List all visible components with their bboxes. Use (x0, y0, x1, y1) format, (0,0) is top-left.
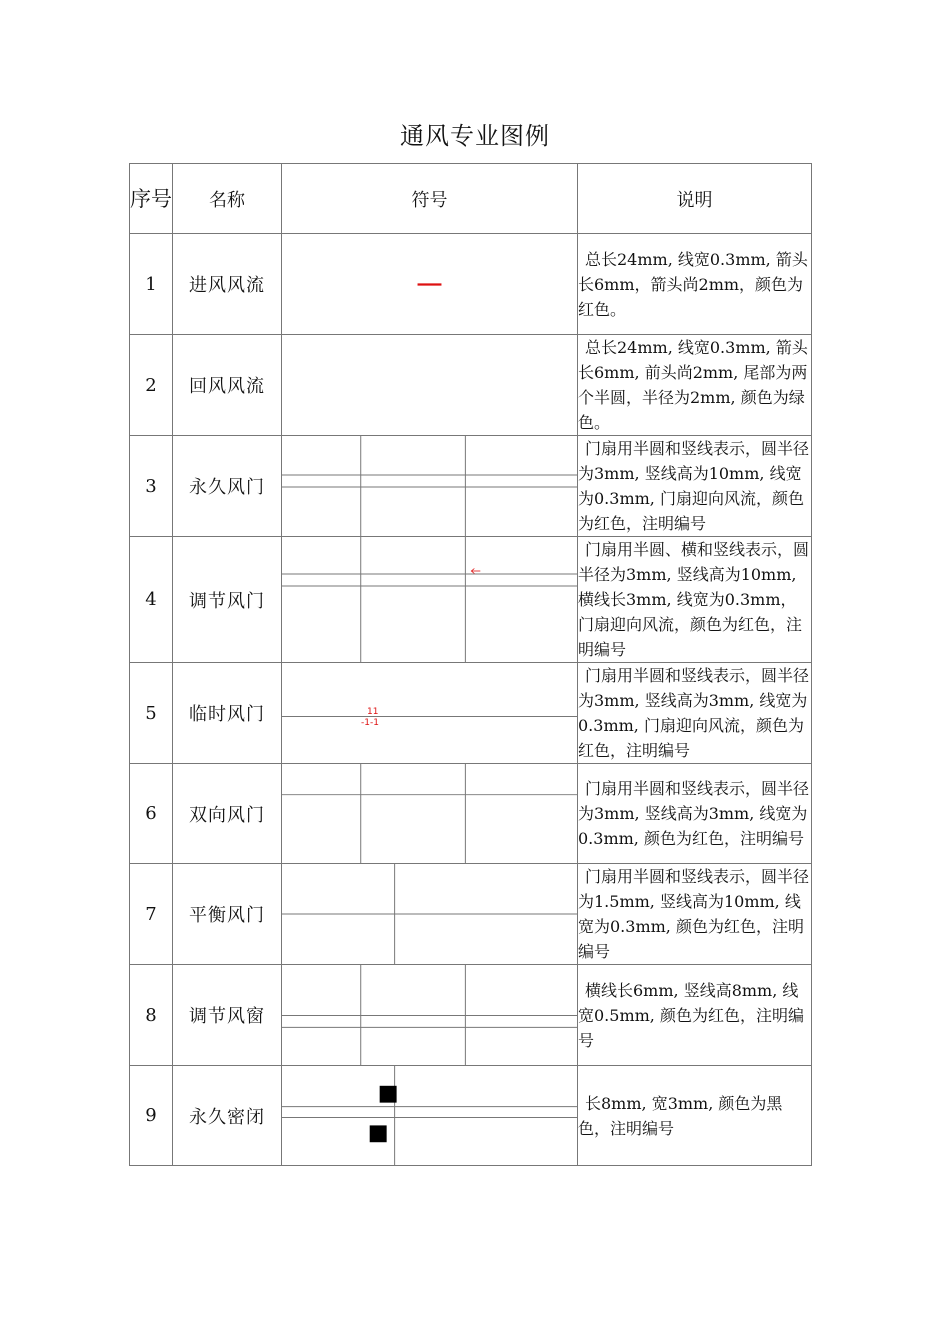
symbol-cell (282, 764, 578, 864)
row-number: 3 (130, 436, 173, 537)
table-row (130, 1066, 812, 1166)
table-row (130, 537, 812, 663)
row-number: 9 (130, 1066, 173, 1166)
table-row (130, 965, 812, 1066)
row-name: 进风风流 (173, 234, 282, 335)
row-number: 2 (130, 335, 173, 436)
row-number: 6 (130, 764, 173, 864)
symbol-cell (282, 864, 578, 965)
row-number: 8 (130, 965, 173, 1066)
temporary-door-symbol (282, 663, 577, 763)
row-desc: 门扇用半圆和竖线表示，圆半径为1.5mm, 竖线高为10mm, 线宽为0.3mm, 颜色为红色，注明编号 (578, 864, 812, 965)
permanent-door-symbol (282, 436, 577, 536)
header-no: 序号 (130, 164, 173, 234)
regulating-door-symbol (282, 537, 577, 662)
table-row (130, 436, 812, 537)
page-title: 通风专业图例 (400, 122, 550, 150)
row-name: 永久密闭 (173, 1066, 282, 1166)
door-number-label: -1-1 (361, 718, 379, 728)
row-name: 平衡风门 (173, 864, 282, 965)
header-symbol: 符号 (282, 164, 578, 234)
symbol-cell (282, 965, 578, 1066)
row-name: 调节风门 (173, 537, 282, 663)
row-desc: 横线长6mm, 竖线高8mm, 线宽0.5mm, 颜色为红色，注明编号 (578, 965, 812, 1066)
row-desc: 总长24mm, 线宽0.3mm, 箭头长6mm，箭头尚2mm，颜色为红色。 (578, 234, 812, 335)
row-name: 临时风门 (173, 663, 282, 764)
legend-table (129, 163, 812, 1166)
row-desc: 门扇用半圆和竖线表示，圆半径为3mm, 竖线高为3mm, 线宽为0.3mm, 门扇迎向风流，颜色为红色，注明编号 (578, 663, 812, 764)
table-row (130, 663, 812, 764)
row-name: 永久风门 (173, 436, 282, 537)
row-number: 1 (130, 234, 173, 335)
symbol-cell (282, 537, 578, 663)
table-row (130, 864, 812, 965)
row-number: 4 (130, 537, 173, 663)
door-number-label: 11 (367, 707, 379, 717)
header-row (130, 164, 812, 234)
header-name: 名称 (173, 164, 282, 234)
table-row (130, 234, 812, 335)
row-desc: 门扇用半圆和竖线表示，圆半径为3mm, 竖线高为3mm, 线宽为0.3mm, 颜色为红色，注明编号 (578, 764, 812, 864)
regulating-window-symbol (282, 965, 577, 1065)
header-desc: 说明 (578, 164, 812, 234)
symbol-cell (282, 234, 578, 335)
table-row (130, 335, 812, 436)
symbol-cell (282, 335, 578, 436)
row-name: 双向风门 (173, 764, 282, 864)
intake-airflow-symbol (282, 234, 577, 334)
symbol-cell (282, 663, 578, 764)
table-row (130, 764, 812, 864)
row-name: 调节风窗 (173, 965, 282, 1066)
row-desc: 门扇用半圆和竖线表示，圆半径为3mm, 竖线高为10mm, 线宽为0.3mm, 门扇迎向风流，颜色为红色，注明编号 (578, 436, 812, 537)
row-number: 5 (130, 663, 173, 764)
symbol-cell (282, 436, 578, 537)
permanent-seal-symbol (282, 1066, 577, 1165)
symbol-cell (282, 1066, 578, 1166)
row-desc: 门扇用半圆、横和竖线表示，圆半径为3mm, 竖线高为10mm, 横线长3mm, 线宽为0.3mm，门扇迎向风流，颜色为红色，注明编号 (578, 537, 812, 663)
two-way-door-symbol (282, 764, 577, 863)
row-number: 7 (130, 864, 173, 965)
row-desc: 长8mm, 宽3mm, 颜色为黑色，注明编号 (578, 1066, 812, 1166)
row-desc: 总长24mm, 线宽0.3mm, 箭头长6mm, 前头尚2mm, 尾部为两个半圆，半径为2mm, 颜色为绿色。 (578, 335, 812, 436)
row-name: 回风风流 (173, 335, 282, 436)
balanced-door-symbol (282, 864, 577, 964)
